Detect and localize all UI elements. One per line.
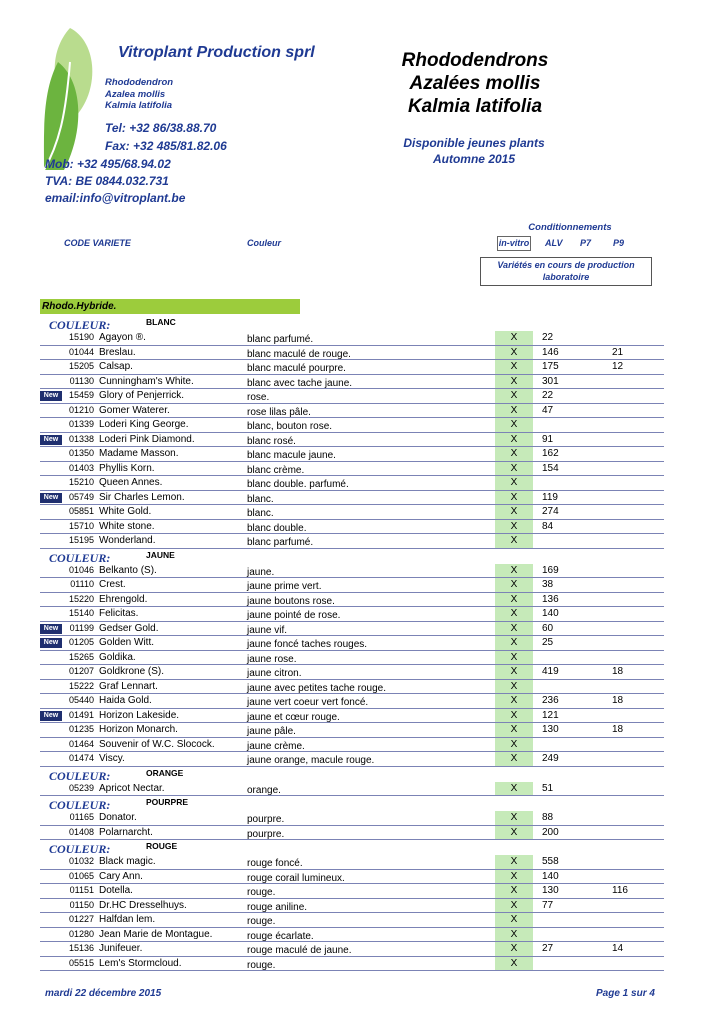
variety-name: Haida Gold. <box>99 695 152 706</box>
variety-code: 15210 <box>68 477 94 487</box>
p7-value: 18 <box>612 695 624 706</box>
in-vitro-header: in-vitro <box>497 236 531 251</box>
alv-value: 77 <box>542 899 554 911</box>
in-vitro-mark: X <box>495 476 533 490</box>
doc-title-1: Rhododendrons <box>401 50 549 71</box>
in-vitro-mark: X <box>495 375 533 389</box>
in-vitro-mark: X <box>495 346 533 360</box>
in-vitro-mark: X <box>495 826 533 840</box>
variety-color: blanc double. <box>247 522 307 534</box>
variety-name: Queen Annes. <box>99 477 163 488</box>
new-badge: New <box>40 493 62 503</box>
code-variete-header: CODE VARIETE <box>64 238 131 248</box>
variety-name: Donator. <box>99 812 137 823</box>
in-vitro-mark: X <box>495 651 533 665</box>
variety-name: Loderi King George. <box>99 419 189 430</box>
variety-name: Madame Masson. <box>99 448 179 459</box>
alv-value: 119 <box>542 491 558 503</box>
table-row <box>40 520 664 535</box>
variety-code: 01235 <box>68 724 94 734</box>
in-vitro-mark: X <box>495 694 533 708</box>
in-vitro-mark: X <box>495 899 533 913</box>
in-vitro-mark: X <box>495 884 533 898</box>
dispo-line-2: Automne 2015 <box>432 152 516 166</box>
in-vitro-mark: X <box>495 564 533 578</box>
tel: Tel: +32 86/38.88.70 <box>105 121 217 135</box>
table-row <box>40 375 664 390</box>
alv-value: 140 <box>542 608 559 619</box>
vitroplant-logo <box>40 22 102 172</box>
variety-code: 01403 <box>68 462 94 473</box>
in-vitro-mark: X <box>495 505 533 519</box>
in-vitro-mark: X <box>495 752 533 766</box>
table-row <box>40 738 664 753</box>
alv-value: 175 <box>542 361 559 372</box>
variety-color: jaune rose. <box>247 653 297 665</box>
variety-name: Polarnarcht. <box>99 826 153 838</box>
variety-color: jaune. <box>247 566 275 578</box>
email: email:info@vitroplant.be <box>45 191 186 205</box>
couleur-value: POURPRE <box>146 797 189 807</box>
variety-code: 01044 <box>68 346 94 357</box>
variety-name: Phyllis Korn. <box>99 462 155 474</box>
in-vitro-mark: X <box>495 360 533 374</box>
couleur-group-header <box>40 316 664 331</box>
variety-code: 01338 <box>68 433 94 444</box>
couleur-label: COULEUR: <box>49 798 111 812</box>
varietes-box-line-1: Variétés en cours de production <box>497 260 635 270</box>
table-row <box>40 899 664 914</box>
variety-code: 15195 <box>68 535 94 545</box>
table-row <box>40 360 664 375</box>
table-row <box>40 855 664 870</box>
table-row <box>40 534 664 549</box>
table-row <box>40 505 664 520</box>
table-row <box>40 636 664 651</box>
sub-line-2: Azalea mollis <box>105 89 166 100</box>
sub-line-3: Kalmia latifolia <box>105 100 173 111</box>
variety-name: Graf Lennart. <box>99 680 158 692</box>
table-row <box>40 723 664 738</box>
in-vitro-mark: X <box>495 622 533 636</box>
variety-code: 01046 <box>68 564 94 575</box>
alv-value: 301 <box>542 375 559 387</box>
alv-value: 249 <box>542 753 559 764</box>
new-badge: New <box>40 435 62 445</box>
couleur-group-header <box>40 767 664 782</box>
variety-name: Gedser Gold. <box>99 622 159 634</box>
alv-value: 136 <box>542 593 559 605</box>
variety-color: rouge corail lumineux. <box>247 872 345 884</box>
table-row <box>40 491 664 506</box>
variety-code: 05749 <box>68 491 94 502</box>
variety-code: 01227 <box>68 914 94 924</box>
in-vitro-mark: X <box>495 447 533 461</box>
tva: TVA: BE 0844.032.731 <box>45 174 169 188</box>
variety-color: jaune et cœur rouge. <box>247 711 340 723</box>
variety-name: Wonderland. <box>99 535 156 546</box>
table-row <box>40 404 664 419</box>
fax: Fax: +32 485/81.82.06 <box>105 139 227 153</box>
variety-color: blanc rosé. <box>247 435 296 447</box>
variety-name: Dotella. <box>99 885 133 896</box>
new-badge: New <box>40 711 62 721</box>
variety-color: blanc maculé de rouge. <box>247 348 351 360</box>
alv-value: 27 <box>542 943 554 954</box>
alv-value: 154 <box>542 462 559 474</box>
variety-name: White Gold. <box>99 506 152 517</box>
alv-value: 60 <box>542 622 554 634</box>
alv-value: 558 <box>542 856 559 867</box>
variety-name: Apricot Nectar. <box>99 782 165 794</box>
variety-color: jaune foncé taches rouges. <box>247 639 368 650</box>
table-row <box>40 578 664 593</box>
dispo-line-1: Disponible jeunes plants <box>403 136 545 150</box>
variety-color: blanc double. parfumé. <box>247 479 349 490</box>
couleur-label: COULEUR: <box>49 842 111 856</box>
variety-name: Lem's Stormcloud. <box>99 957 182 969</box>
variety-color: blanc. <box>247 508 274 519</box>
in-vitro-mark: X <box>495 404 533 418</box>
table-row <box>40 462 664 477</box>
variety-code: 01210 <box>68 404 94 415</box>
in-vitro-mark: X <box>495 665 533 679</box>
alv-value: 38 <box>542 579 554 590</box>
variety-color: blanc parfumé. <box>247 537 314 548</box>
table-row <box>40 782 664 797</box>
variety-name: Dr.HC Dresselhuys. <box>99 899 187 911</box>
variety-name: Crest. <box>99 579 126 590</box>
alv-value: 51 <box>542 782 554 794</box>
variety-name: Cary Ann. <box>99 870 143 882</box>
variety-color: blanc maculé pourpre. <box>247 363 346 374</box>
variety-color: rose lilas pâle. <box>247 406 311 418</box>
variety-code: 01150 <box>69 899 94 910</box>
table-row <box>40 476 664 491</box>
table-row <box>40 593 664 608</box>
in-vitro-mark: X <box>495 870 533 884</box>
sub-line-1: Rhododendron <box>105 77 174 88</box>
variety-color: pourpre. <box>247 814 285 825</box>
variety-color: blanc avec tache jaune. <box>247 377 353 389</box>
variety-color: jaune orange, macule rouge. <box>247 755 375 766</box>
alv-value: 121 <box>542 709 559 721</box>
variety-name: Agayon ®. <box>99 332 146 343</box>
doc-title-2: Azalées mollis <box>409 73 541 94</box>
couleur-label: COULEUR: <box>49 768 111 783</box>
table-row <box>40 447 664 462</box>
variety-code: 05239 <box>68 782 94 793</box>
variety-color: jaune vif. <box>247 624 288 636</box>
variety-name: Loderi Pink Diamond. <box>99 433 195 445</box>
in-vitro-mark: X <box>495 462 533 476</box>
variety-name: Felicitas. <box>99 608 139 619</box>
variety-code: 15205 <box>68 361 94 371</box>
variety-color: rouge maculé de jaune. <box>247 945 352 956</box>
table-row <box>40 389 664 404</box>
p7-value: 21 <box>612 346 624 358</box>
variety-code: 15710 <box>68 520 94 531</box>
alv-value: 162 <box>542 448 559 459</box>
table-row <box>40 346 664 361</box>
variety-code: 01339 <box>68 419 94 429</box>
table-row <box>40 870 664 885</box>
variety-code: 01464 <box>68 738 94 749</box>
in-vitro-mark: X <box>495 593 533 607</box>
in-vitro-mark: X <box>495 913 533 927</box>
variety-color: rouge. <box>247 887 276 898</box>
alv-value: 274 <box>542 506 559 517</box>
variety-code: 15136 <box>68 943 94 953</box>
variety-color: rouge écarlate. <box>247 930 314 942</box>
variety-color: jaune pointé de rose. <box>247 610 341 621</box>
alv-value: 88 <box>542 812 554 823</box>
variety-code: 01032 <box>68 856 94 866</box>
table-row <box>40 433 664 448</box>
variety-code: 01350 <box>68 448 94 458</box>
in-vitro-mark: X <box>495 578 533 592</box>
in-vitro-mark: X <box>495 491 533 505</box>
alv-value: 200 <box>542 826 559 838</box>
variety-code: 01207 <box>68 666 94 676</box>
table-row <box>40 331 664 346</box>
conditionnements-label: Conditionnements <box>528 222 612 233</box>
variety-color: blanc crème. <box>247 464 305 476</box>
new-badge: New <box>40 638 62 648</box>
variety-color: rouge foncé. <box>247 858 303 869</box>
p7-value: 18 <box>612 724 624 735</box>
variety-color: jaune crème. <box>247 740 305 752</box>
varietes-box <box>480 257 652 286</box>
variety-code: 01474 <box>68 753 94 763</box>
alv-value: 22 <box>542 332 554 343</box>
variety-code: 05440 <box>68 695 94 705</box>
footer-date: mardi 22 décembre 2015 <box>45 988 162 999</box>
variety-name: Calsap. <box>99 361 133 372</box>
variety-code: 01065 <box>68 870 94 881</box>
table-row <box>40 418 664 433</box>
mob: Mob: +32 495/68.94.02 <box>45 157 171 171</box>
variety-table <box>40 316 664 971</box>
variety-name: Halfdan lem. <box>99 914 156 925</box>
variety-color: blanc, bouton rose. <box>247 421 333 432</box>
table-row <box>40 928 664 943</box>
variety-name: Horizon Monarch. <box>99 724 178 735</box>
in-vitro-mark: X <box>495 811 533 825</box>
in-vitro-mark: X <box>495 680 533 694</box>
variety-code: 01199 <box>69 622 94 633</box>
variety-name: Goldika. <box>99 651 136 663</box>
table-row <box>40 651 664 666</box>
alv-value: 146 <box>542 346 559 358</box>
couleur-header: Couleur <box>247 238 282 248</box>
alv-header: ALV <box>545 238 563 248</box>
footer-page: Page 1 sur 4 <box>596 988 655 999</box>
in-vitro-mark: X <box>495 534 533 548</box>
variety-color: pourpre. <box>247 828 285 840</box>
couleur-group-header <box>40 840 664 855</box>
table-row <box>40 957 664 972</box>
alv-value: 140 <box>542 870 559 882</box>
table-row <box>40 752 664 767</box>
p7-value: 12 <box>612 361 624 372</box>
in-vitro-mark: X <box>495 928 533 942</box>
in-vitro-mark: X <box>495 855 533 869</box>
in-vitro-mark: X <box>495 636 533 650</box>
variety-name: Souvenir of W.C. Slocock. <box>99 738 215 750</box>
variety-color: blanc parfumé. <box>247 334 314 345</box>
table-row <box>40 680 664 695</box>
variety-code: 01205 <box>68 637 94 647</box>
company-name: Vitroplant Production sprl <box>118 44 315 61</box>
in-vitro-mark: X <box>495 433 533 447</box>
p7-value: 18 <box>612 666 624 677</box>
table-row <box>40 913 664 928</box>
alv-value: 130 <box>542 724 559 735</box>
table-row <box>40 607 664 622</box>
table-row <box>40 709 664 724</box>
p7-value: 116 <box>612 885 628 896</box>
varietes-box-line-2: laboratoire <box>542 272 590 282</box>
variety-code: 01130 <box>69 375 94 386</box>
variety-name: Viscy. <box>99 753 125 764</box>
variety-color: jaune pâle. <box>247 726 296 737</box>
variety-color: jaune citron. <box>247 668 302 679</box>
couleur-value: JAUNE <box>146 549 175 560</box>
table-row <box>40 694 664 709</box>
in-vitro-mark: X <box>495 331 533 345</box>
variety-code: 15265 <box>68 651 94 662</box>
doc-title-3: Kalmia latifolia <box>407 96 543 117</box>
variety-code: 15459 <box>68 390 94 400</box>
variety-name: Horizon Lakeside. <box>99 709 180 721</box>
variety-name: Sir Charles Lemon. <box>99 491 185 503</box>
variety-name: Gomer Waterer. <box>99 404 170 416</box>
variety-code: 01408 <box>68 826 94 837</box>
couleur-value: BLANC <box>146 317 176 327</box>
couleur-label: COULEUR: <box>49 550 111 565</box>
variety-color: orange. <box>247 784 281 796</box>
table-row <box>40 622 664 637</box>
variety-code: 01165 <box>69 812 94 822</box>
variety-color: rose. <box>247 392 270 403</box>
variety-code: 15190 <box>68 332 94 342</box>
in-vitro-mark: X <box>495 520 533 534</box>
variety-code: 01491 <box>68 709 94 720</box>
variety-code: 15140 <box>68 608 94 618</box>
alv-value: 169 <box>542 564 559 576</box>
variety-color: rouge. <box>247 916 276 927</box>
variety-code: 01110 <box>70 579 94 589</box>
variety-name: Breslau. <box>99 346 136 358</box>
section-rhodo-hybride: Rhodo.Hybride. <box>40 299 300 314</box>
alv-value: 47 <box>542 404 554 416</box>
variety-code: 15222 <box>68 680 94 691</box>
table-row <box>40 884 664 899</box>
alv-value: 22 <box>542 390 554 401</box>
p7-header: P7 <box>580 238 592 248</box>
variety-name: Ehrengold. <box>99 593 148 605</box>
variety-name: Golden Witt. <box>99 637 155 648</box>
alv-value: 419 <box>542 666 559 677</box>
variety-name: Jean Marie de Montague. <box>99 928 213 940</box>
couleur-group-header <box>40 796 664 811</box>
alv-value: 84 <box>542 520 554 532</box>
alv-value: 236 <box>542 695 559 706</box>
new-badge: New <box>40 391 62 401</box>
table-row <box>40 564 664 579</box>
variety-color: jaune vert coeur vert foncé. <box>247 697 369 708</box>
couleur-value: ROUGE <box>146 841 178 851</box>
variety-code: 05515 <box>68 957 94 968</box>
alv-value: 25 <box>542 637 554 648</box>
in-vitro-mark: X <box>495 723 533 737</box>
variety-color: jaune prime vert. <box>247 581 322 592</box>
variety-color: rouge. <box>247 959 276 971</box>
p7-value: 14 <box>612 943 624 954</box>
in-vitro-mark: X <box>495 709 533 723</box>
in-vitro-mark: X <box>495 782 533 796</box>
variety-code: 01280 <box>68 928 94 939</box>
couleur-group-header <box>40 549 664 564</box>
couleur-label: COULEUR: <box>49 318 111 332</box>
in-vitro-mark: X <box>495 607 533 621</box>
in-vitro-mark: X <box>495 942 533 956</box>
in-vitro-mark: X <box>495 957 533 971</box>
variety-name: Glory of Penjerrick. <box>99 390 185 401</box>
variety-name: Black magic. <box>99 856 156 867</box>
variety-name: Belkanto (S). <box>99 564 157 576</box>
in-vitro-mark: X <box>495 418 533 432</box>
table-row <box>40 811 664 826</box>
variety-code: 05851 <box>68 506 94 516</box>
couleur-value: ORANGE <box>146 767 184 778</box>
alv-value: 130 <box>542 885 559 896</box>
variety-name: Cunningham's White. <box>99 375 194 387</box>
variety-name: White stone. <box>99 520 155 532</box>
in-vitro-mark: X <box>495 738 533 752</box>
new-badge: New <box>40 624 62 634</box>
p9-header: P9 <box>613 238 625 248</box>
variety-color: blanc macule jaune. <box>247 450 336 461</box>
in-vitro-mark: X <box>495 389 533 403</box>
table-row <box>40 665 664 680</box>
variety-color: blanc. <box>247 493 274 505</box>
variety-code: 01151 <box>69 885 94 895</box>
alv-value: 91 <box>542 433 554 445</box>
variety-color: rouge aniline. <box>247 901 308 913</box>
table-row <box>40 942 664 957</box>
variety-name: Goldkrone (S). <box>99 666 165 677</box>
variety-color: jaune avec petites tache rouge. <box>247 682 386 694</box>
table-row <box>40 826 664 841</box>
variety-code: 15220 <box>68 593 94 604</box>
variety-color: jaune boutons rose. <box>247 595 335 607</box>
variety-name: Junifeuer. <box>99 943 143 954</box>
